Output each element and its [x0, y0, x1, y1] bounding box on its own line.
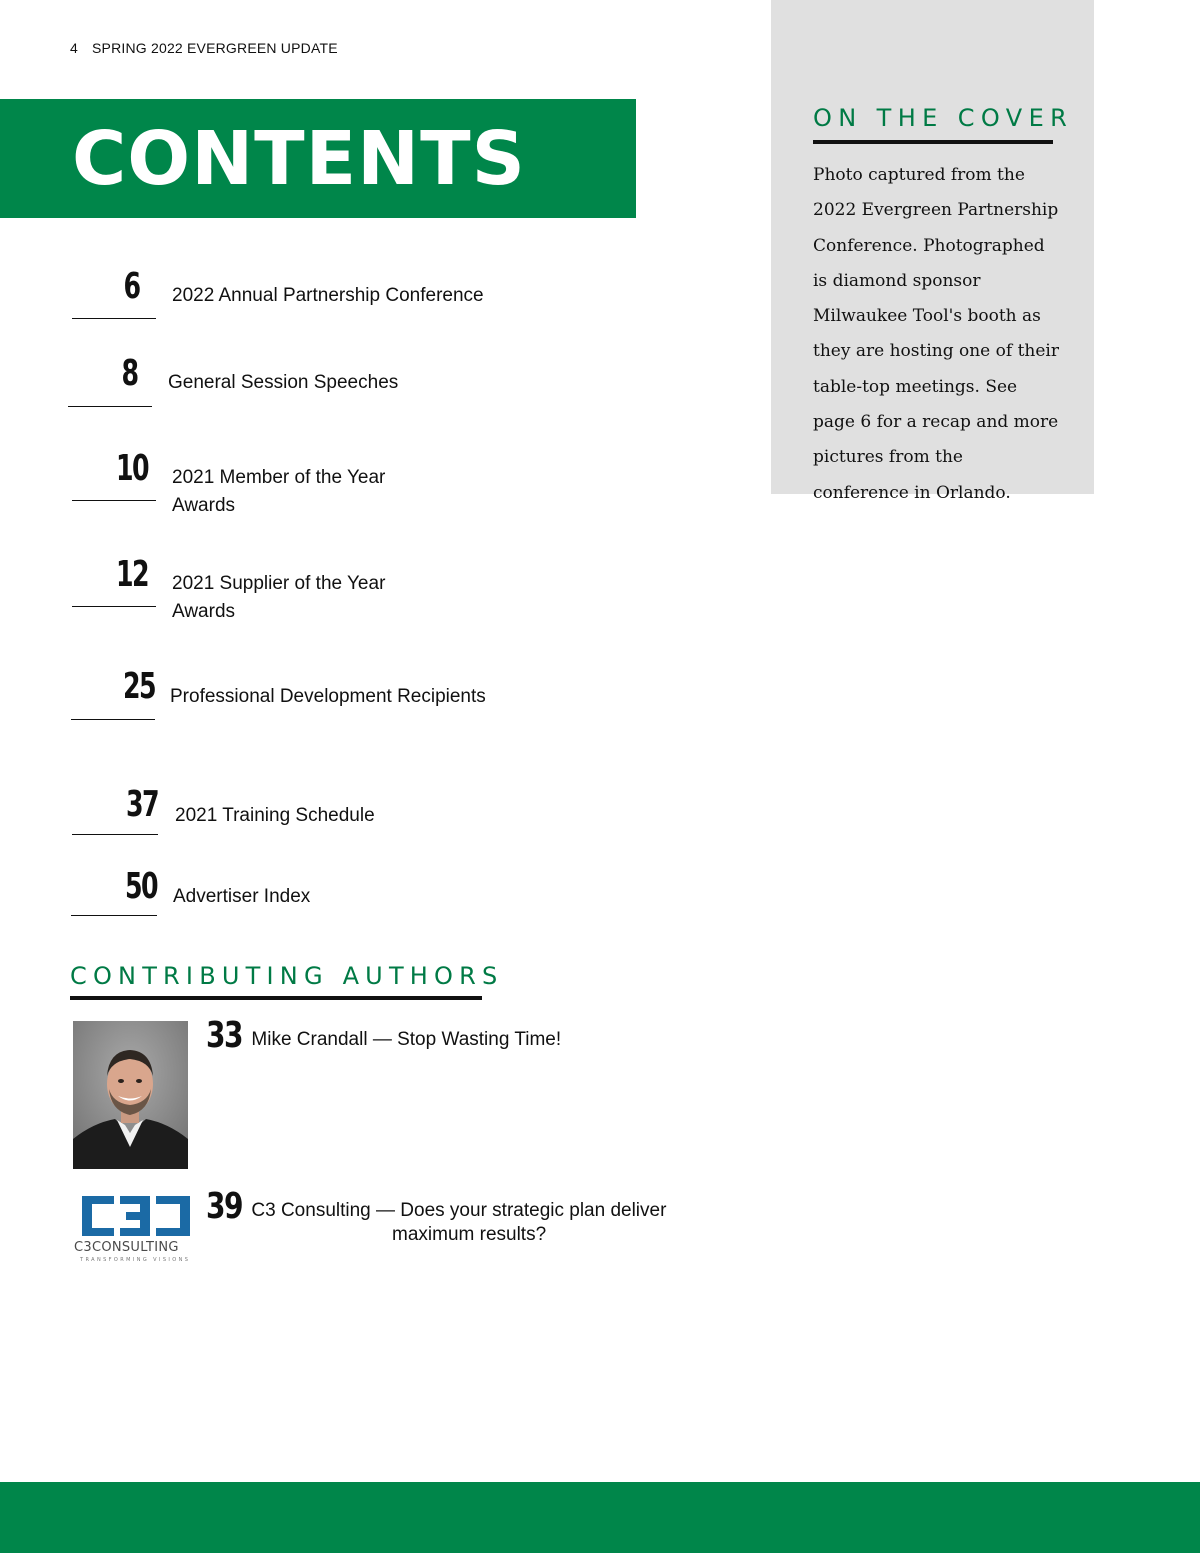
- toc-page-number: 37: [125, 784, 158, 825]
- contents-title: CONTENTS: [72, 116, 526, 202]
- publication-title: SPRING 2022 EVERGREEN UPDATE: [92, 40, 338, 56]
- toc-entry[interactable]: [72, 554, 492, 622]
- running-head: [70, 40, 338, 56]
- toc-entry-label: 2021 Training Schedule: [175, 805, 375, 826]
- author-entry[interactable]: [206, 1186, 667, 1245]
- toc-page-number-box: [72, 784, 158, 835]
- c3-consulting-logo: [74, 1192, 199, 1264]
- author-article-title: Does your strategic plan deliver: [400, 1200, 667, 1221]
- toc-page-number-box: [71, 666, 155, 720]
- toc-page-number: 50: [124, 866, 157, 907]
- toc-page-number: 6: [123, 266, 140, 307]
- footer-bar: [0, 1482, 1200, 1553]
- toc-page-number: 25: [122, 666, 155, 707]
- contributing-authors-rule: [70, 996, 482, 1000]
- page-number: 4: [70, 40, 78, 56]
- author-name: Mike Crandall: [251, 1029, 368, 1050]
- toc-entry[interactable]: [72, 266, 492, 319]
- toc-entry-label: 2021 Member of the Year Awards: [172, 467, 386, 516]
- logo-tagline: TRANSFORMING VISIONS: [80, 1257, 191, 1263]
- toc-page-number: 8: [121, 353, 138, 394]
- author-name: C3 Consulting: [251, 1200, 371, 1221]
- toc-page-number: 10: [115, 448, 148, 489]
- author-entry[interactable]: [206, 1015, 562, 1056]
- toc-page-number-box: [72, 448, 156, 501]
- on-the-cover-text: Photo captured from the 2022 Evergreen Partnership Conference. Photographed is diamond sponsor Milwaukee Tool's booth as they are hosting one of their table-top meetings. See page 6 for a recap and more pictures from the conference in Orlando.: [813, 165, 1059, 503]
- author-page-number: 33: [206, 1015, 242, 1056]
- on-the-cover-rule: [813, 140, 1053, 144]
- contents-banner: [0, 99, 636, 218]
- author-article-title-continued: maximum results?: [392, 1224, 547, 1245]
- author-separator: —: [372, 1029, 392, 1050]
- author-separator: —: [376, 1200, 396, 1221]
- toc-page-number: 12: [115, 554, 148, 595]
- toc-entry-label: Professional Development Recipients: [170, 686, 486, 707]
- toc-entry-label: Advertiser Index: [173, 886, 311, 907]
- portrait-image: [73, 1021, 188, 1169]
- toc-entry[interactable]: [72, 784, 492, 835]
- on-the-cover-panel: [771, 0, 1094, 503]
- author-photo-mike-crandall: [73, 1021, 188, 1169]
- toc-entry-label: 2021 Supplier of the Year Awards: [172, 573, 386, 622]
- logo-wordmark: C3CONSULTING: [74, 1240, 179, 1255]
- toc-page-number-box: [72, 266, 156, 319]
- c3-logo-icon: [74, 1192, 199, 1264]
- toc-entry[interactable]: [71, 666, 491, 720]
- toc-entry[interactable]: [72, 448, 492, 516]
- toc-entry[interactable]: [68, 353, 488, 407]
- toc-page-number-box: [71, 866, 157, 916]
- contributing-authors-heading: CONTRIBUTING AUTHORS: [70, 962, 504, 990]
- author-page-number: 39: [206, 1186, 242, 1227]
- author-article-title: Stop Wasting Time!: [397, 1029, 562, 1050]
- toc-entry-label: 2022 Annual Partnership Conference: [172, 285, 484, 306]
- toc-page-number-box: [72, 554, 156, 607]
- toc-entry-label: General Session Speeches: [168, 372, 399, 393]
- toc-entry[interactable]: [71, 866, 491, 916]
- on-the-cover-heading: ON THE COVER: [813, 104, 1074, 132]
- toc-page-number-box: [68, 353, 152, 407]
